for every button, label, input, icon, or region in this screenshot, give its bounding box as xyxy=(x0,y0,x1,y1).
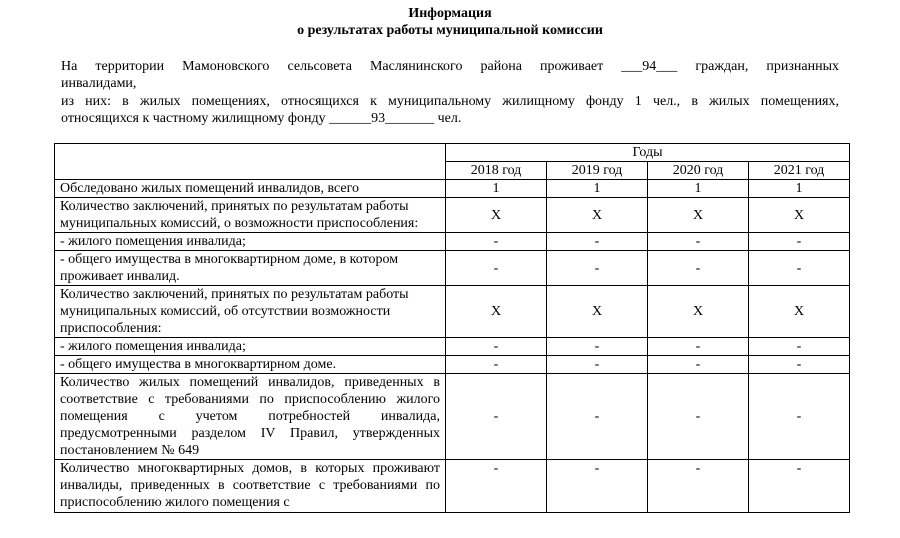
table-header-year: 2019 год xyxy=(547,162,648,180)
row-value: - xyxy=(547,233,648,251)
table-header-empty-cell xyxy=(55,144,446,180)
row-value: - xyxy=(446,356,547,374)
table-row xyxy=(55,356,850,374)
row-value: - xyxy=(648,338,749,356)
row-value: - xyxy=(547,460,648,513)
document-title: Информация xyxy=(408,6,492,21)
table-header-year: 2021 год xyxy=(749,162,850,180)
row-value: - xyxy=(446,338,547,356)
results-table xyxy=(54,143,850,513)
row-value: - xyxy=(446,374,547,460)
row-label: - жилого помещения инвалида; xyxy=(55,233,446,251)
table-header-year: 2018 год xyxy=(446,162,547,180)
row-value: - xyxy=(749,460,850,513)
row-label xyxy=(55,460,446,513)
row-value: - xyxy=(446,460,547,513)
row-label: Количество заключений, принятых по результатам работы муниципальных комиссий, о возможности приспособления: xyxy=(55,198,446,233)
row-value: - xyxy=(648,251,749,286)
row-value: - xyxy=(749,338,850,356)
table-row xyxy=(55,374,850,460)
row-value: - xyxy=(749,356,850,374)
row-value: X xyxy=(749,198,850,233)
row-value: - xyxy=(749,251,850,286)
table-row xyxy=(55,251,850,286)
row-value: X xyxy=(547,198,648,233)
row-value: - xyxy=(648,356,749,374)
row-value: - xyxy=(547,356,648,374)
row-value: - xyxy=(648,460,749,513)
row-value: 1 xyxy=(446,180,547,198)
row-value: 1 xyxy=(648,180,749,198)
table-row xyxy=(55,233,850,251)
row-label: - общего имущества в многоквартирном доме, в котором проживает инвалид. xyxy=(55,251,446,286)
document-subtitle: о результатах работы муниципальной комиссии xyxy=(297,23,603,38)
row-value: - xyxy=(547,338,648,356)
row-label: Количество заключений, принятых по результатам работы муниципальных комиссий, об отсутствии возможности приспособления: xyxy=(55,286,446,338)
row-label: - жилого помещения инвалида; xyxy=(55,338,446,356)
row-value: - xyxy=(547,251,648,286)
row-value: - xyxy=(446,251,547,286)
row-label: Количество жилых помещений инвалидов, приведенных в соответствие с требованиями по приспособлению жилого помещения с учетом потребностей инвалида, предусмотренными разделом IV Правил, утвержденных постановлением № 649 xyxy=(55,374,446,460)
row-label: - общего имущества в многоквартирном доме. xyxy=(55,356,446,374)
row-value: X xyxy=(446,198,547,233)
row-value: - xyxy=(749,374,850,460)
table-row xyxy=(55,460,850,513)
intro-line-3: из них: в жилых помещениях, относящихся к муниципальному жилищному фонду 1 чел., в жилых помещениях, xyxy=(61,94,839,109)
row-value: 1 xyxy=(749,180,850,198)
row-label: Обследовано жилых помещений инвалидов, всего xyxy=(55,180,446,198)
table-row xyxy=(55,198,850,233)
table-header-years-group: Годы xyxy=(446,144,850,162)
row-value: - xyxy=(648,374,749,460)
row-value: - xyxy=(749,233,850,251)
row-value: - xyxy=(547,374,648,460)
row-value: - xyxy=(648,233,749,251)
row-value: X xyxy=(547,286,648,338)
row-value: X xyxy=(749,286,850,338)
row-value: 1 xyxy=(547,180,648,198)
row-value: X xyxy=(648,198,749,233)
table-header-year: 2020 год xyxy=(648,162,749,180)
row-value: X xyxy=(446,286,547,338)
table-row xyxy=(55,338,850,356)
row-value: - xyxy=(446,233,547,251)
row-label-text: Количество многоквартирных домов, в которых проживают инвалиды, приведенных в соответствие с требованиями по приспособлению жилого помещения с xyxy=(60,461,440,510)
intro-line-1: На территории Мамоновского сельсовета Маслянинского района проживает ___94___ граждан, признанных xyxy=(61,59,839,74)
row-value: X xyxy=(648,286,749,338)
intro-line-4: относящихся к частному жилищному фонду ______93_______ чел. xyxy=(61,111,462,126)
table-row xyxy=(55,180,850,198)
intro-line-2: инвалидами, xyxy=(61,76,137,91)
table-row xyxy=(55,286,850,338)
